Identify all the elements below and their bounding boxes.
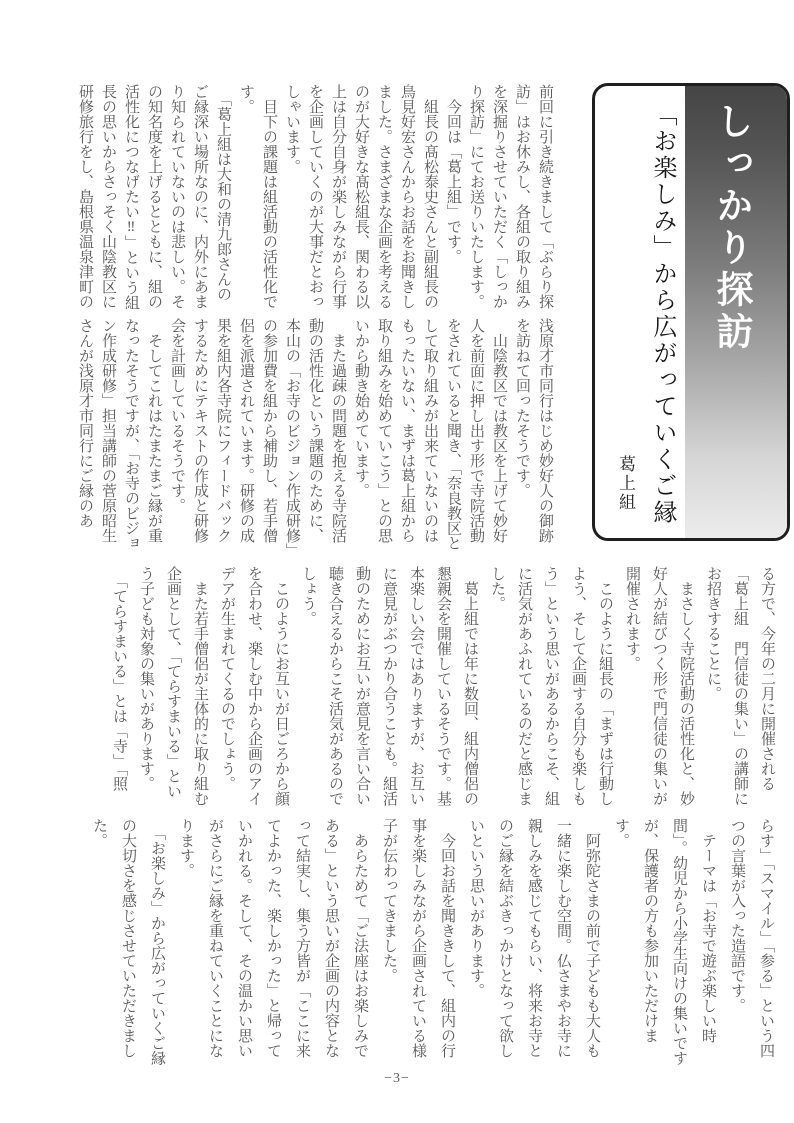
text-band-4	[84, 818, 780, 1070]
group-label: 葛上組	[616, 455, 635, 512]
paragraph: また過疎の問題を抱える寺院活動の活性化という課題のために、本山の「お寺のビジョン作成研修」の参加費を組から補助し、若手僧侶を派遣されています。研修の成果を組内各寺院にフィードバックするためにテキストの作成と研修会を計画しているそうです。	[169, 318, 346, 551]
text-band-1	[73, 84, 556, 314]
paragraph: テーマは「お寺で遊ぶ楽しい時間」。幼児から小学生向けの集いですが、保護者の方も参加いただけます。	[613, 818, 716, 1066]
paragraph: 浅原才市同行はじめ妙好人の御跡を訪ねて回ったそうです。	[514, 318, 553, 543]
paragraph: 「てらすまいる」とは「寺」「照	[111, 566, 127, 791]
paragraph: 「葛上組は大和の清九郎さんのご縁深い場所なのに、内外にあまり知られていないのは悲しい。その知名度を上げるとともに、組の活性化につなげたい‼」という組長の思いからさっそく山陰教区に研修旅行をし、島根県温泉津町の	[77, 84, 231, 310]
paragraph: あらためて「ご法座はお楽しみである」という思いが企画の内容となって結実し、集う方皆が「ここに来てよかった、楽しかった」と帰っていかれる。そして、その温かい思いがさらにご縁を重ねていくことになります。	[178, 818, 368, 1058]
page-number: −3−	[384, 1071, 410, 1086]
paragraph: また若手僧侶が主体的に取り組む企画として、「てらすまいる」という子ども対象の集いがあります。	[138, 566, 208, 806]
paragraph: そしてこれはたまたまご縁が重なったそうですが、「お寺のビジョン作成研修」担当講師の菅原昭生さんが浅原才市同行にご縁のあ	[77, 318, 162, 551]
paragraph: このように組長の「まずは行動しよう、そして企画する自分も楽しもう」という思いがあるからこそ、組に活気があふれているのだと感じました。	[489, 566, 613, 806]
paragraph: 山陰教区では教区を上げて妙好人を前面に押し出す形で寺院活動をされていると聞き、「奈良教区として取り組みが出来ていないのはもったいない、まずは葛上組から取り組みを始めていこう」との思いから動き始めています。	[353, 318, 507, 551]
paragraph: 目下の課題は組活動の活性化です。	[238, 84, 277, 309]
series-title: しっかり探訪	[710, 102, 751, 354]
paragraph: 「お楽しみ」から広がっていくご縁の大切さを感じさせていただきました。	[91, 818, 165, 1066]
paragraph: 葛上組では年に数回、組内僧侶の懇親会を開催しているそうです。基本楽しい会ではありますが、お互いに意見がぶつかり合うことも。組活動のためにお互いが意見を言い合い聴き合えるからこそ活気があるのでしょう。	[300, 566, 478, 806]
paragraph: まさしく寺院活動の活性化と、妙好人が結びつく形で門信徒の集いが開催されます。	[624, 566, 694, 806]
paragraph: らす」「スマイル」「参る」という四つの言葉が入った造語です。	[729, 818, 774, 1058]
paragraph: 前回に引き続きまして「ぶらり探訪」はお休みし、各組の取り組みを深掘りさせていただく「しっかり探訪」にてお送りいたします。	[468, 84, 553, 309]
paragraph: このようにお互いが日ごろから顔を合わせ、楽しむ中から企画のアイデアが生まれてくるのでしょう。	[219, 566, 289, 806]
paragraph: る方で、今年の二月に開催される「葛上組 門信徒の集い」の講師にお招きすることに。	[705, 566, 775, 806]
article-title: 「お楽しみ」から広がっていくご縁	[649, 102, 675, 526]
text-band-2	[73, 318, 556, 556]
paragraph: 今回は「葛上組」です。	[445, 84, 461, 264]
paragraph: 阿弥陀さまの前で子どもも大人も一緒に楽しむ空間。仏さまやお寺に親しみを感じてもらい、将来お寺とのご縁を結ぶきっかけとなって欲しいという思いがあります。	[468, 818, 600, 1058]
text-band-3	[105, 566, 780, 810]
paragraph: 組長の髙松泰史さんと副組長の鳥見好宏さんからお話をお聞きしました。さまざまな企画を考えるのが大好きな髙松組長、関わる以上は自分自身が楽しみながら行事を企画していくのが大事だとおっしゃいます。	[284, 84, 438, 309]
feature-header-box	[592, 83, 790, 541]
paragraph: 今回お話を聞ききして、組内の行事を楽しみながら企画されている様子が伝わってきました。	[381, 818, 455, 1058]
